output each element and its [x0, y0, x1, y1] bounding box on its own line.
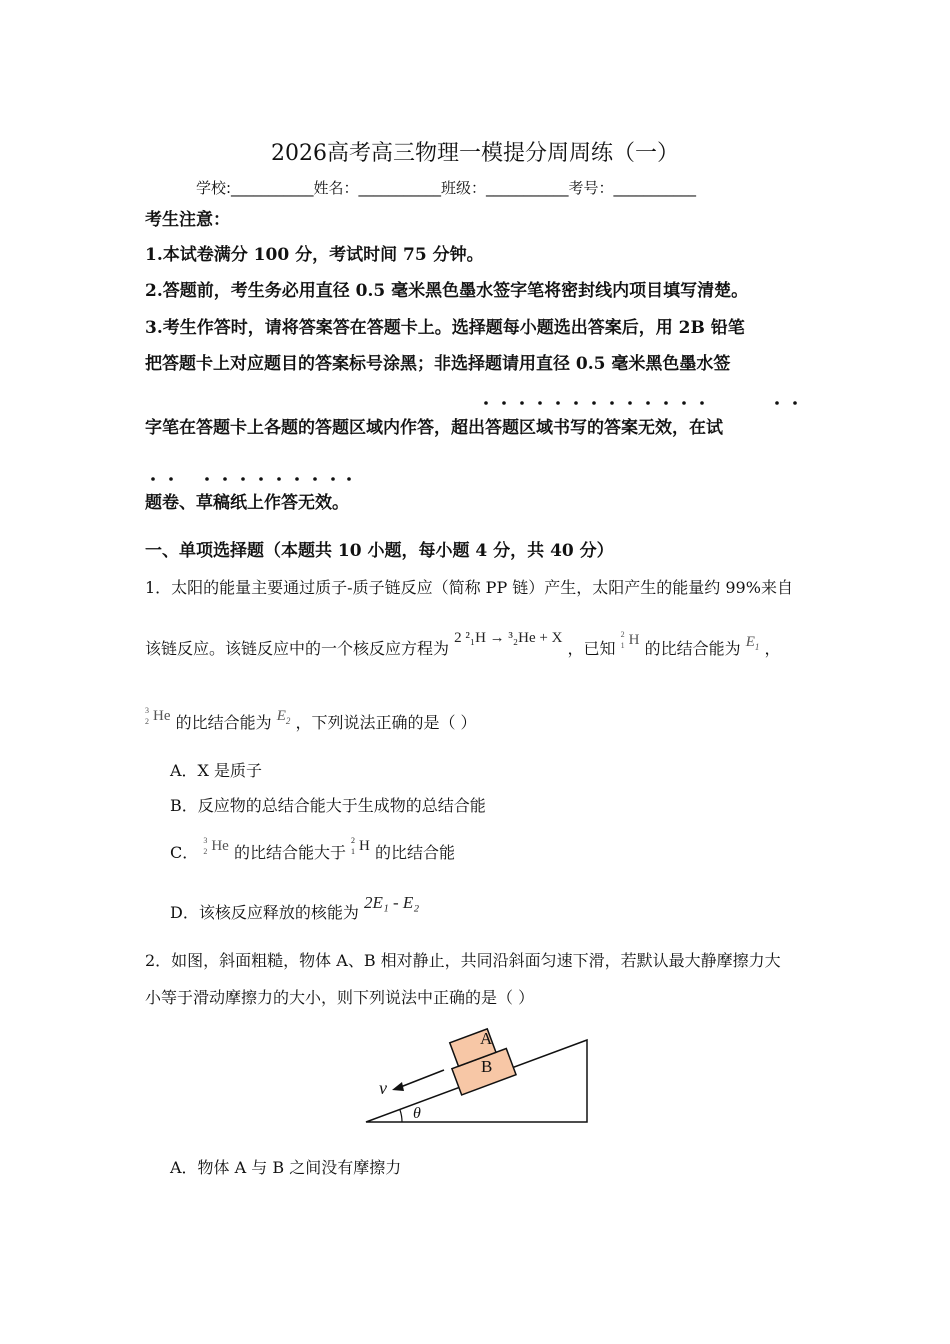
- q1-line2-text-c: 的比结合能为: [644, 639, 741, 658]
- q1-e1: $E_1$: [745, 634, 760, 652]
- emphasis-dots-line6: [145, 472, 355, 486]
- q1-nuclide-he: 3 2 He: [145, 706, 171, 726]
- block-a-label: A: [480, 1029, 493, 1048]
- incline-figure: [360, 1022, 595, 1127]
- q1-line3-text-a: 的比结合能为: [175, 713, 272, 732]
- q1-option-c[interactable]: C． 3 2 He 的比结合能大于 2 1 H 的比结合能: [170, 836, 455, 862]
- q1-option-a[interactable]: A．X 是质子: [170, 761, 263, 780]
- q1-option-b[interactable]: B．反应物的总结合能大于生成物的总结合能: [170, 796, 486, 815]
- velocity-arrow-head: [392, 1082, 404, 1091]
- notice-item-2: 2.答题前，考生务必用直径 0.5 毫米黑色墨水签字笔将密封线内项目填写清楚。: [145, 281, 749, 301]
- q1-e2: $E_2$: [276, 708, 291, 726]
- q2-line2: 小等于滑动摩擦力的大小，则下列说法中正确的是（ ）: [145, 988, 535, 1007]
- q1-c-nuclide-he: 3 2 He: [203, 836, 229, 856]
- q1-option-d[interactable]: D．该核反应释放的核能为 2E₁ - E₂: [170, 893, 420, 922]
- section1-heading: 一、单项选择题（本题共 10 小题，每小题 4 分，共 40 分）: [145, 541, 614, 561]
- q1-line2: 该链反应。该链反应中的一个核反应方程为 2 ²₁H → ³₂He + X ，已知 2 1 H 的比结合能为 $E_1$ ，: [145, 630, 781, 658]
- page-title: 2026高考高三物理一模提分周周练（一）: [271, 141, 679, 166]
- q1-option-d-expr: 2E₁ - E₂: [363, 893, 420, 912]
- emphasis-dots-line5: [480, 396, 810, 410]
- q1-line1: 1．太阳的能量主要通过质子-质子链反应（简称 PP 链）产生，太阳产生的能量约 99%来自: [145, 578, 793, 597]
- notice-item-1: 1.本试卷满分 100 分，考试时间 75 分钟。: [145, 245, 484, 265]
- q1-line2-text-a: 该链反应。该链反应中的一个核反应方程为: [145, 639, 450, 658]
- velocity-arrow-line: [398, 1070, 444, 1088]
- notice-item-3: 3.考生作答时，请将答案答在答题卡上。选择题每小题选出答案后，用 2B 铅笔: [145, 318, 745, 338]
- q2-option-a[interactable]: A．物体 A 与 B 之间没有摩擦力: [170, 1158, 402, 1177]
- q1-nuclide-h: 2 1 H: [620, 630, 640, 650]
- notice-item-6: 题卷、草稿纸上作答无效。: [145, 493, 349, 513]
- q2-line1: 2．如图，斜面粗糙，物体 A、B 相对静止，共同沿斜面匀速下滑，若默认最大静摩擦力大: [145, 951, 781, 970]
- angle-label: θ: [413, 1105, 421, 1122]
- q1-equation: 2 ²₁H → ³₂He + X: [454, 630, 563, 646]
- q1-line3-text-b: ，下列说法正确的是（ ）: [295, 713, 477, 732]
- q1-c-nuclide-h: 2 1 H: [351, 836, 370, 856]
- q1-line3: [145, 706, 477, 734]
- notice-heading: 考生注意：: [145, 210, 230, 230]
- velocity-label: v: [379, 1078, 387, 1098]
- notice-item-4: 把答题卡上对应题目的答案标号涂黑；非选择题请用直径 0.5 毫米黑色墨水签: [145, 354, 731, 374]
- q1-line2-text-b: ，已知: [567, 639, 616, 658]
- angle-arc: [400, 1110, 402, 1122]
- notice-item-5: 字笔在答题卡上各题的答题区域内作答，超出答题区域书写的答案无效，在试: [145, 418, 723, 438]
- student-info-line: 学校:___________姓名：___________班级：___________考号：___________: [196, 179, 697, 197]
- block-b-label: B: [481, 1057, 493, 1076]
